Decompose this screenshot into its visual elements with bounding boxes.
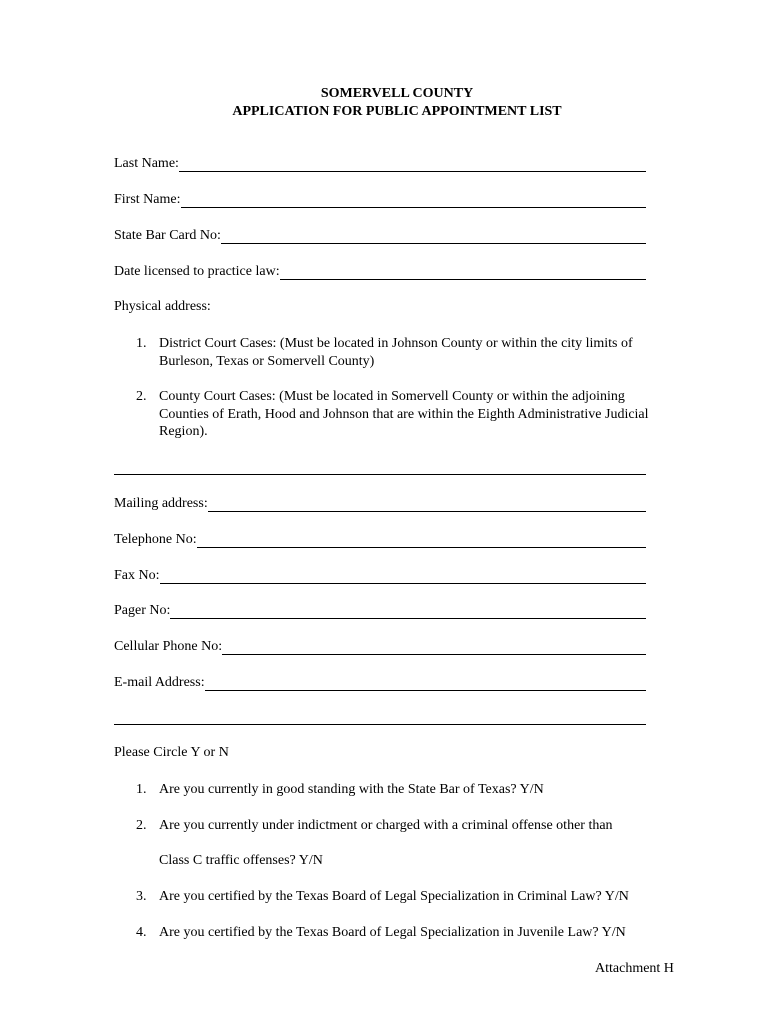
telephone-line[interactable] xyxy=(197,533,646,548)
question-item xyxy=(136,781,676,799)
first-name-line[interactable] xyxy=(181,193,647,208)
date-licensed-label: Date licensed to practice law: xyxy=(114,264,280,279)
questions-intro: Please Circle Y or N xyxy=(114,745,229,760)
state-bar-field[interactable] xyxy=(114,227,646,244)
date-licensed-field[interactable] xyxy=(114,263,646,280)
state-bar-line[interactable] xyxy=(221,229,646,244)
address-note-number: 2. xyxy=(136,389,147,404)
extra-line[interactable] xyxy=(114,724,646,725)
cellular-line[interactable] xyxy=(222,640,646,655)
question-text: Are you currently in good standing with the State Bar of Texas? Y/N xyxy=(159,782,544,797)
physical-address-label: Physical address: xyxy=(114,299,211,314)
county-title: SOMERVELL COUNTY xyxy=(320,86,474,101)
first-name-field[interactable] xyxy=(114,191,646,208)
cellular-label: Cellular Phone No: xyxy=(114,639,223,654)
question-number: 3. xyxy=(136,889,147,904)
address-note xyxy=(136,335,676,370)
telephone-label: Telephone No: xyxy=(114,532,197,547)
mailing-address-label: Mailing address: xyxy=(114,496,208,511)
question-text: Are you currently under indictment or charged with a criminal offense other than xyxy=(159,818,613,833)
address-note-number: 1. xyxy=(136,336,147,351)
address-note-text: County Court Cases: (Must be located in Somervell County or within the adjoining Counties of Erath, Hood and Johnson that are within the Eighth Administrative Judicial Region). xyxy=(159,389,649,439)
question-text: Are you certified by the Texas Board of Legal Specialization in Juvenile Law? Y/N xyxy=(159,925,626,940)
last-name-line[interactable] xyxy=(179,157,646,172)
question-item xyxy=(136,817,676,835)
pager-label: Pager No: xyxy=(114,603,171,618)
email-field[interactable] xyxy=(114,674,646,691)
form-title: APPLICATION FOR PUBLIC APPOINTMENT LIST xyxy=(232,104,562,119)
question-number: 4. xyxy=(136,925,147,940)
email-line[interactable] xyxy=(205,676,646,691)
question-number xyxy=(136,852,159,870)
telephone-field[interactable] xyxy=(114,531,646,548)
last-name-label: Last Name: xyxy=(114,156,179,171)
physical-address-line[interactable] xyxy=(114,474,646,475)
pager-line[interactable] xyxy=(170,604,646,619)
first-name-label: First Name: xyxy=(114,192,181,207)
last-name-field[interactable] xyxy=(114,155,646,172)
question-text: Are you certified by the Texas Board of Legal Specialization in Criminal Law? Y/N xyxy=(159,889,629,904)
address-note xyxy=(136,388,676,441)
mailing-address-line[interactable] xyxy=(208,497,646,512)
question-text: Class C traffic offenses? Y/N xyxy=(159,853,323,868)
question-number: 2. xyxy=(136,818,147,833)
email-label: E-mail Address: xyxy=(114,675,205,690)
cellular-field[interactable] xyxy=(114,638,646,655)
attachment-label: Attachment H xyxy=(595,961,674,976)
fax-label: Fax No: xyxy=(114,568,160,583)
question-item xyxy=(136,852,676,870)
mailing-address-field[interactable] xyxy=(114,495,646,512)
question-number: 1. xyxy=(136,782,147,797)
question-item xyxy=(136,888,676,906)
date-licensed-line[interactable] xyxy=(280,265,646,280)
fax-line[interactable] xyxy=(160,569,647,584)
state-bar-label: State Bar Card No: xyxy=(114,228,221,243)
address-note-text: District Court Cases: (Must be located in Johnson County or within the city limits of Burleson, Texas or Somervell County) xyxy=(159,336,633,369)
fax-field[interactable] xyxy=(114,567,646,584)
question-item xyxy=(136,924,676,942)
pager-field[interactable] xyxy=(114,602,646,619)
